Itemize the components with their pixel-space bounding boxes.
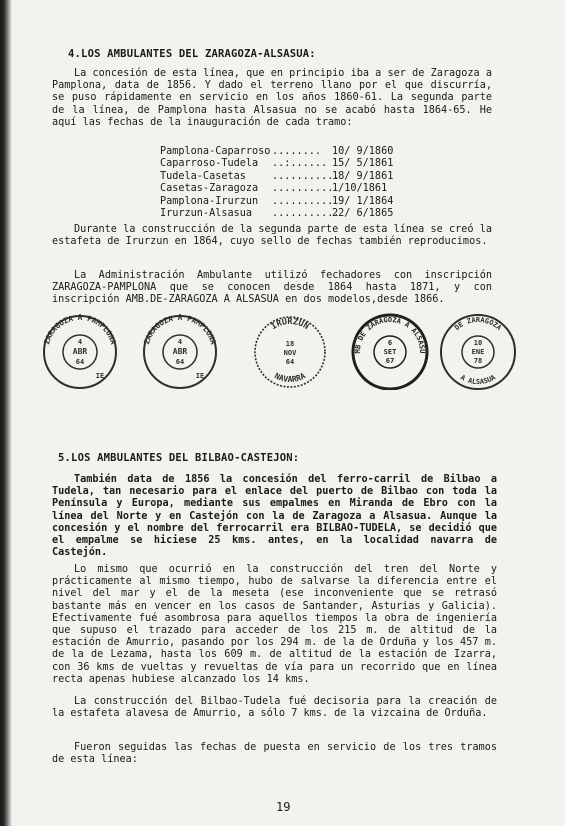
date-row bbox=[160, 208, 402, 220]
date-route: Casetas-Zaragoza bbox=[160, 183, 259, 195]
stamp-outer-text: ZARAGOZA A PAMPLONA bbox=[42, 313, 118, 346]
stamp-month: NOV bbox=[283, 349, 297, 357]
stamp-year: 64 bbox=[285, 358, 295, 366]
stamp-month: ABR bbox=[72, 347, 88, 356]
date-route: Pamplona-Caparroso bbox=[160, 146, 271, 157]
date-leader: .......... bbox=[272, 195, 334, 207]
section-4-heading: 4.LOS AMBULANTES DEL ZARAGOZA-ALSASUA: bbox=[68, 48, 316, 60]
section-4-paragraph-1: La concesión de esta línea, que en principio iba a ser de Zaragoza a Pamplona, data de 1856. Y dado el terreno llano por el que discurría, se puso rápidamente en servicio en los años 1860-61. La segunda parte de la línea, de Pamplona hasta Alsasua no se acabó hasta 1864-65. He aquí las fechas de la inauguración de cada tramo: bbox=[52, 68, 492, 128]
stamp-year: 64 bbox=[175, 358, 185, 366]
date-leader: ........... bbox=[272, 208, 340, 220]
stamp-month: ENE bbox=[471, 348, 485, 356]
stamp-day: 4 bbox=[177, 338, 183, 346]
postmark-amb-zaragoza-alsasua bbox=[348, 310, 432, 394]
date-value: 15/ 5/1861 bbox=[332, 158, 394, 170]
date-route: Caparroso-Tudela bbox=[160, 158, 259, 170]
scan-binding-edge bbox=[0, 0, 12, 826]
stamp-month: SET bbox=[383, 348, 397, 356]
stamp-year: 64 bbox=[75, 358, 85, 366]
date-leader: ........ bbox=[272, 146, 322, 157]
date-row bbox=[160, 146, 402, 158]
date-leader: ........... bbox=[272, 170, 340, 182]
date-value: 10/ 9/1860 bbox=[332, 146, 394, 157]
postmark-stamps bbox=[38, 310, 508, 390]
date-row bbox=[160, 171, 402, 183]
postmark-zaragoza-pamplona-1 bbox=[38, 310, 122, 394]
section-4-paragraph-2: Durante la construcción de la segunda parte de esta línea se creó la estafeta de Irurzun en 1864, cuyo sello de fechas también reproducimos. bbox=[52, 224, 492, 248]
date-row bbox=[160, 196, 402, 208]
stamp-side-letters: IE bbox=[95, 372, 105, 380]
date-route: Pamplona-Irurzun bbox=[160, 195, 259, 207]
date-value: 1/10/1861 bbox=[332, 183, 388, 195]
date-route: Tudela-Casetas bbox=[160, 170, 246, 182]
stamp-day: 10 bbox=[473, 339, 483, 347]
postmark-irurzun bbox=[248, 312, 332, 394]
stamp-outer-text: ZARAGOZA A PAMPLONA bbox=[142, 313, 218, 346]
postmark-de-zaragoza-alsasua bbox=[436, 310, 520, 394]
section-5-paragraph-2: Lo mismo que ocurrió en la construcción del tren del Norte y prácticamente al mismo tiempo, hubo de salvarse la diferencia entre el nivel del mar y el de la meseta (ese inconveniente que se retrasó bastante más en vencer en los casos de Santander, Asturias y Galicia). Efectivamente fué asombrosa para aquellos tiempos la obra de ingeniería que supuso el trazado para acceder de los 215 m. de altitud de la estación de Amurrio, pasando por los 294 m. de la de Orduña y los 457 m. de la de Lezama, hasta los 609 m. de altitud de la estación de Izarra, con 36 kms de vueltas y revueltas de vía para un recorrido que en línea recta apenas hubiese alcanzado los 14 kms. bbox=[52, 564, 497, 685]
date-value: 22/ 6/1865 bbox=[332, 208, 394, 220]
stamp-bottom-text: NAVARRA bbox=[273, 371, 307, 384]
stamp-year: 67 bbox=[385, 357, 395, 365]
stamp-day: 4 bbox=[77, 338, 83, 346]
section-5-paragraph-1: También data de 1856 la concesión del ferro-carril de Bilbao a Tudela, tan necesario para el enlace del puerto de Bilbao con toda la Península y Europa, mediante sus empalmes en Miranda de Ebro con la línea del Norte y en Castejón con la de Zaragoza a Alsasua. Aunque la concesión y el nombre del ferrocarril era BILBAO-TUDELA, se decidió que el empalme se hiciese 25 kms. antes, en la localidad navarra de Castejón. bbox=[52, 474, 497, 559]
postmark-zaragoza-pamplona-2 bbox=[138, 310, 222, 394]
section-4-paragraph-3: La Administración Ambulante utilizó fechadores con inscripción ZARAGOZA-PAMPLONA que se conocen desde 1864 hasta 1871, y con inscripción AMB.DE-ZARAGOZA A ALSASUA en dos modelos,desde 1866. bbox=[52, 270, 492, 306]
date-route: Irurzun-Alsasua bbox=[160, 208, 253, 220]
inauguration-dates-list bbox=[160, 146, 402, 220]
stamp-bottom-text: A ALSASUA bbox=[459, 373, 497, 386]
svg-text:A ALSASUA bbox=[459, 373, 498, 386]
stamp-year: 78 bbox=[473, 357, 483, 365]
stamp-side-letters: IE bbox=[195, 372, 205, 380]
date-leader: .......... bbox=[272, 183, 334, 195]
page-number: 19 bbox=[276, 800, 291, 814]
date-row bbox=[160, 183, 402, 195]
section-5-paragraph-3: La construcción del Bilbao-Tudela fué decisoria para la creación de la estafeta alavesa de Amurrio, a sólo 7 kms. de la vizcaina de Orduña. bbox=[52, 696, 497, 720]
stamp-month: ABR bbox=[172, 347, 188, 356]
svg-text:NAVARRA bbox=[273, 371, 307, 384]
section-5-heading: 5.LOS AMBULANTES DEL BILBAO-CASTEJON: bbox=[58, 452, 300, 464]
stamp-day: 6 bbox=[387, 339, 393, 347]
stamp-day: 18 bbox=[285, 340, 295, 348]
date-value: 18/ 9/1861 bbox=[332, 170, 394, 182]
stamp-outer-text: IRURZUN bbox=[269, 317, 311, 333]
date-row bbox=[160, 158, 402, 170]
section-5-paragraph-4: Fueron seguidas las fechas de puesta en servicio de los tres tramos de esta línea: bbox=[52, 742, 497, 766]
stamp-outer-text: DE ZARAGOZA bbox=[453, 316, 503, 333]
date-leader: ..:...... bbox=[272, 158, 328, 170]
stamp-outer-text: MB DE ZARAGOZA A ALSASU bbox=[353, 316, 427, 354]
date-value: 19/ 1/1864 bbox=[332, 195, 394, 207]
